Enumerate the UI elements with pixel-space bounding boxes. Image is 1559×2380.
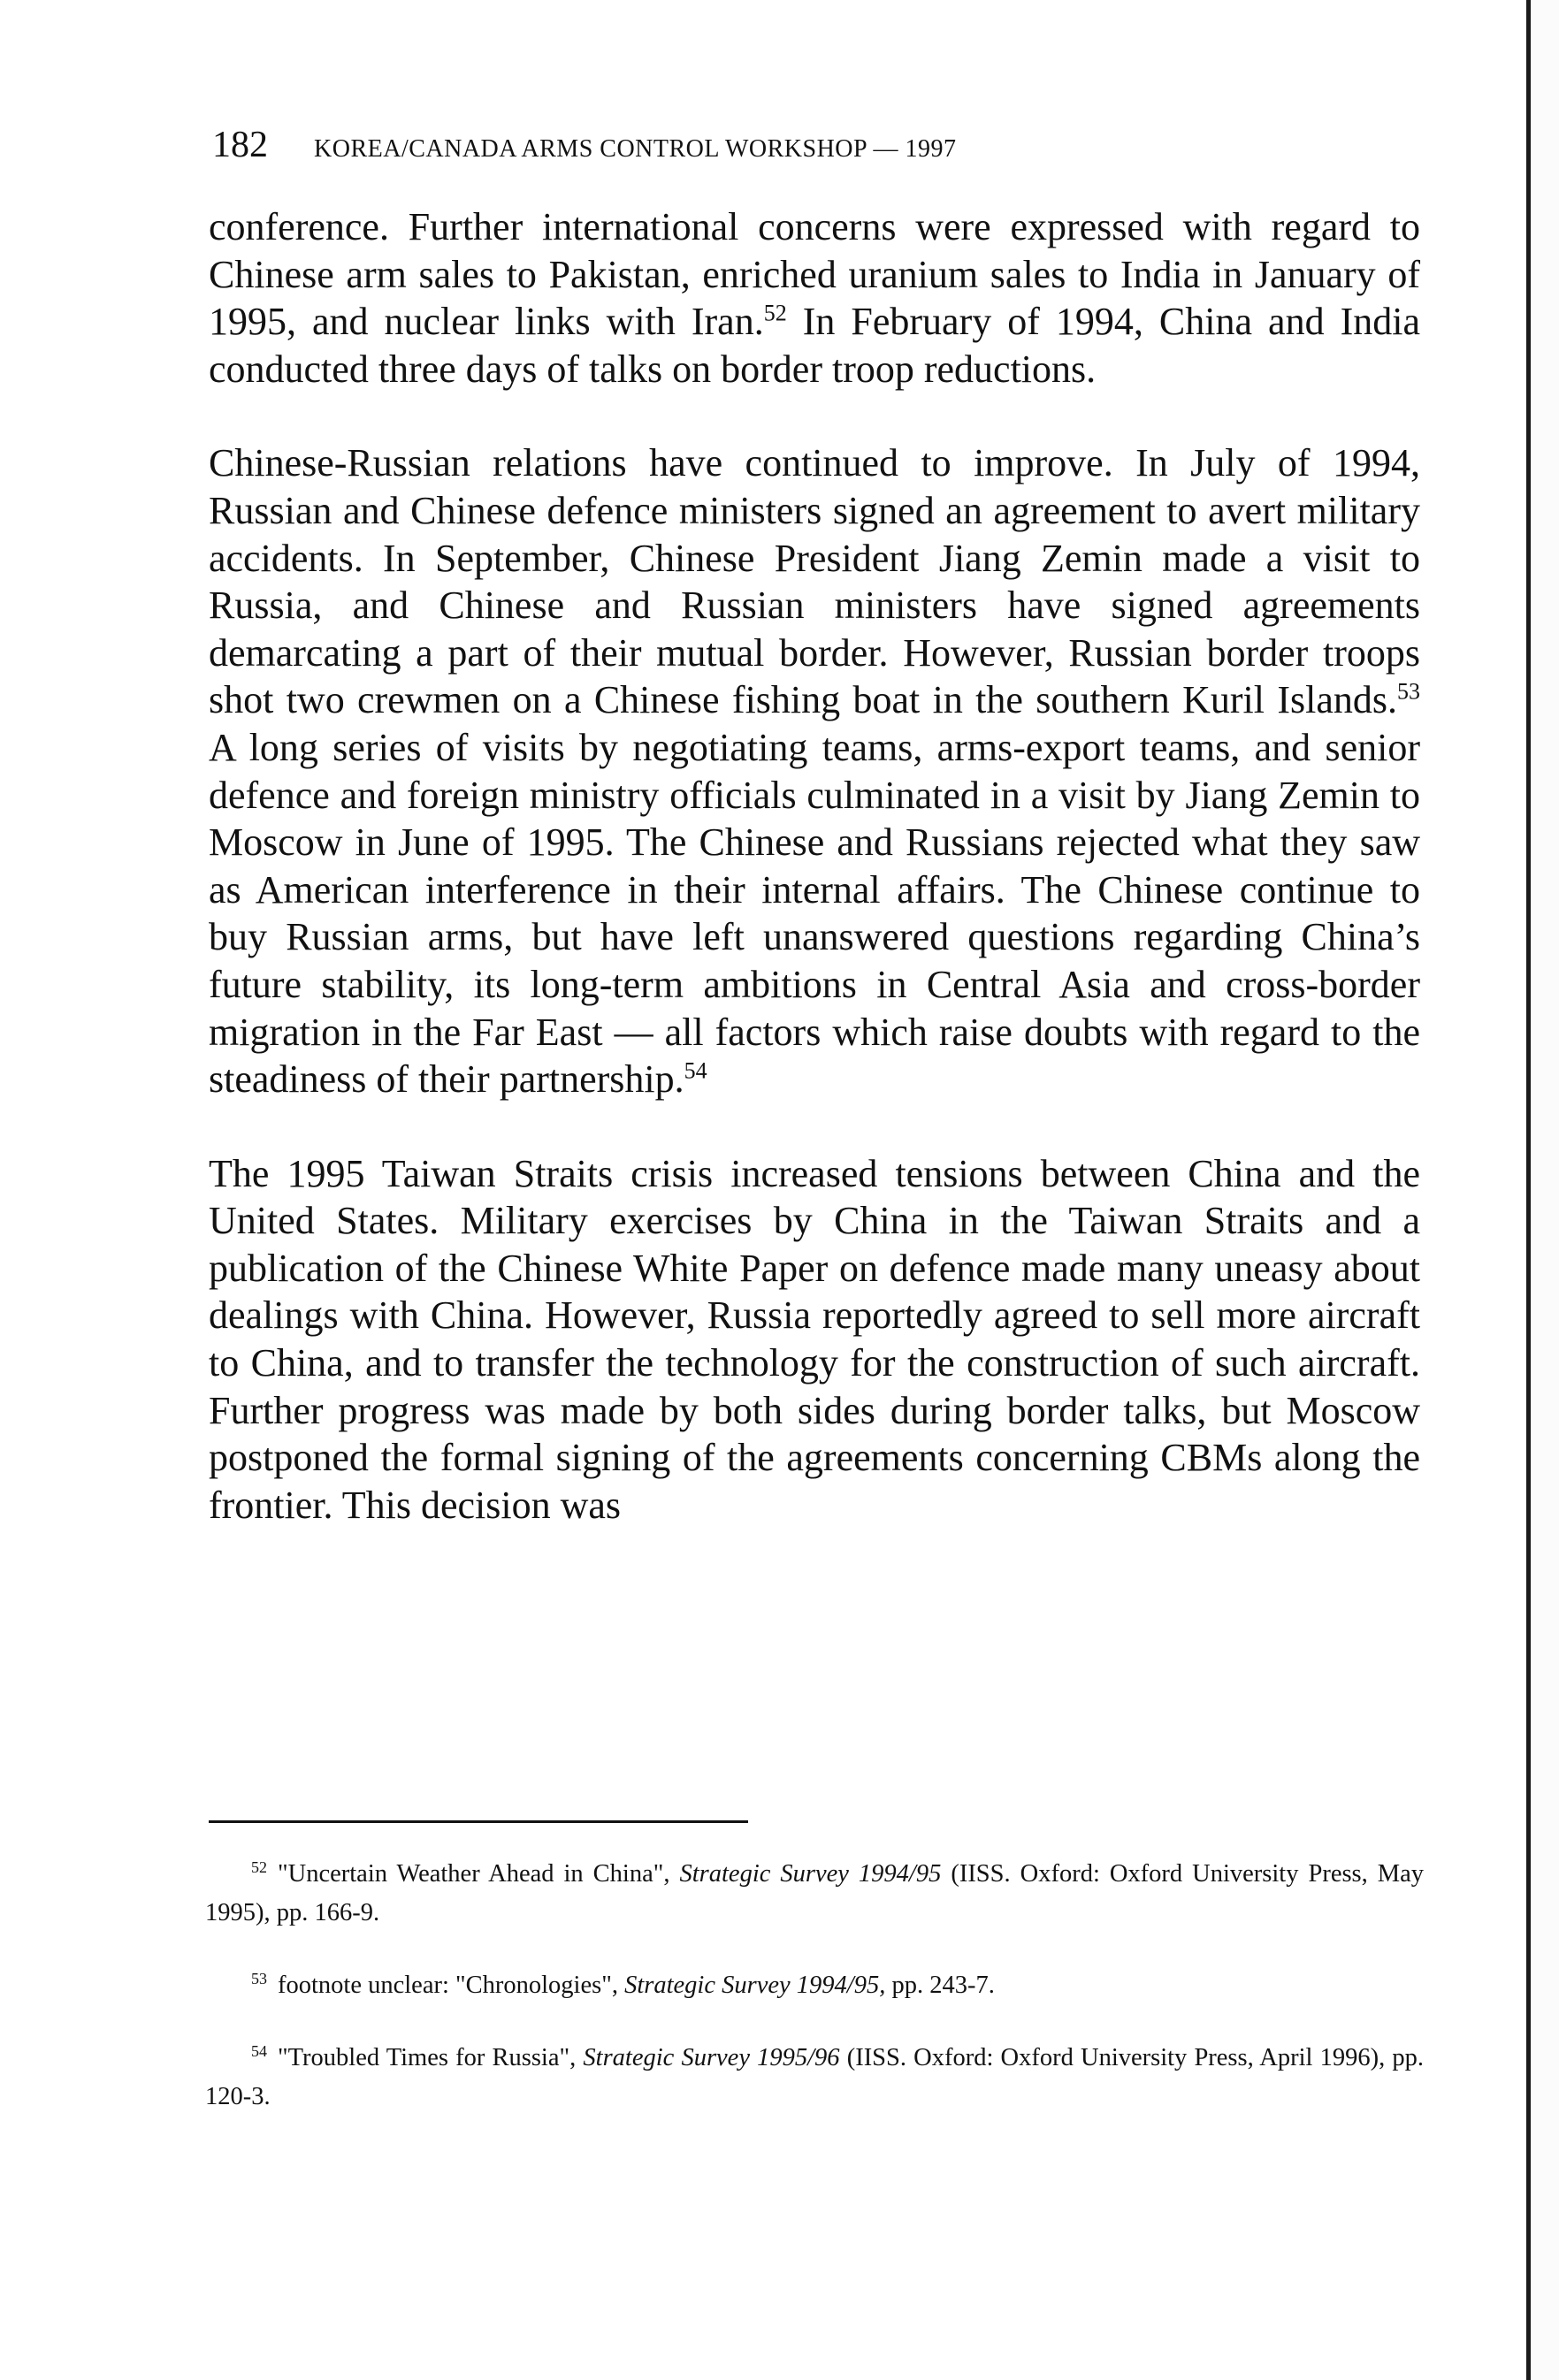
footnote-number: 52 [251,1857,267,1876]
page-number: 182 [212,125,268,165]
footnote-text: pp. 243-7. [885,1972,995,1999]
footnote-text: "Uncertain Weather Ahead in China", [278,1860,680,1888]
footnote-text: footnote unclear: "Chronologies", [278,1972,625,1999]
footnote-53 [205,1966,1424,2005]
footnote-text: (IISS. Oxford: Oxford University Press, April 1996), pp. 120-3. [205,2044,1424,2110]
footnote-ref-52: 52 [763,300,787,326]
paragraph-1 [209,203,1420,393]
footnote-source-title: Strategic Survey 1994/95 [679,1860,942,1888]
footnote-52 [205,1855,1424,1933]
paragraph-text: conference. Further international concerns were expressed with regard to Chinese arm sales to Pakistan, enriched uranium sales to India in January of 1995, and nuclear links with Iran. [209,205,1420,344]
running-head: KOREA/CANADA ARMS CONTROL WORKSHOP — 1997 [314,135,957,163]
paragraph-text: A long series of visits by negotiating teams, arms-export teams, and senior defence and foreign ministry officials culminated in a visit by Jiang Zemin to Moscow in June of 1995. The Chinese and Russians rejected what they saw as American interference in their internal affairs. The Chinese continue to buy Russian arms, but have left unanswered questions regarding China’s future stability, its long-term ambitions in Central Asia and cross-border migration in the Far East — all factors which raise doubts with regard to the steadiness of their partnership. [209,725,1420,1102]
paragraph-text: Chinese-Russian relations have continued to improve. In July of 1994, Russian and Chinese defence ministers signed an agreement to avert military accidents. In September, Chinese President Jiang Zemin made a visit to Russia, and Chinese and Russian ministers have signed agreements demarcating a part of their mutual border. However, Russian border troops shot two crewmen on a Chinese fishing boat in the southern Kuril Islands. [209,441,1420,722]
footnote-number: 53 [251,1969,267,1987]
footnote-source-title: Strategic Survey 1995/96 [583,2044,840,2071]
footnote-text: (IISS. Oxford: Oxford University Press, May 1995), pp. 166-9. [205,1860,1425,1926]
paragraph-text: The 1995 Taiwan Straits crisis increased tensions between China and the United States. Military exercises by China in the Taiwan Straits and a publication of the Chinese White Paper on defence made many uneasy about dealings with China. However, Russia reportedly agreed to sell more aircraft to China, and to transfer the technology for the construction of such aircraft. Further progress was made by both sides during border talks, but Moscow postponed the formal signing of the agreements concerning CBMs along the frontier. This decision was [209,1151,1420,1527]
footnote-source-title: Strategic Survey 1994/95, [624,1972,886,1999]
paragraph-text: In February of 1994, China and India conducted three days of talks on border troop reductions. [209,300,1420,391]
page-edge-margin [1531,0,1559,2380]
footnote-divider [209,1820,748,1823]
footnote-ref-54: 54 [684,1057,707,1084]
footnote-number: 54 [251,2041,267,2060]
paragraph-2 [209,439,1420,1102]
footnote-54 [205,2039,1424,2117]
paragraph-3 [209,1150,1420,1529]
footnote-text: "Troubled Times for Russia", [278,2044,584,2071]
page-header [212,124,1433,177]
footnote-ref-53: 53 [1397,678,1420,705]
footnotes [205,1855,1424,2117]
body-text [209,203,1420,1529]
